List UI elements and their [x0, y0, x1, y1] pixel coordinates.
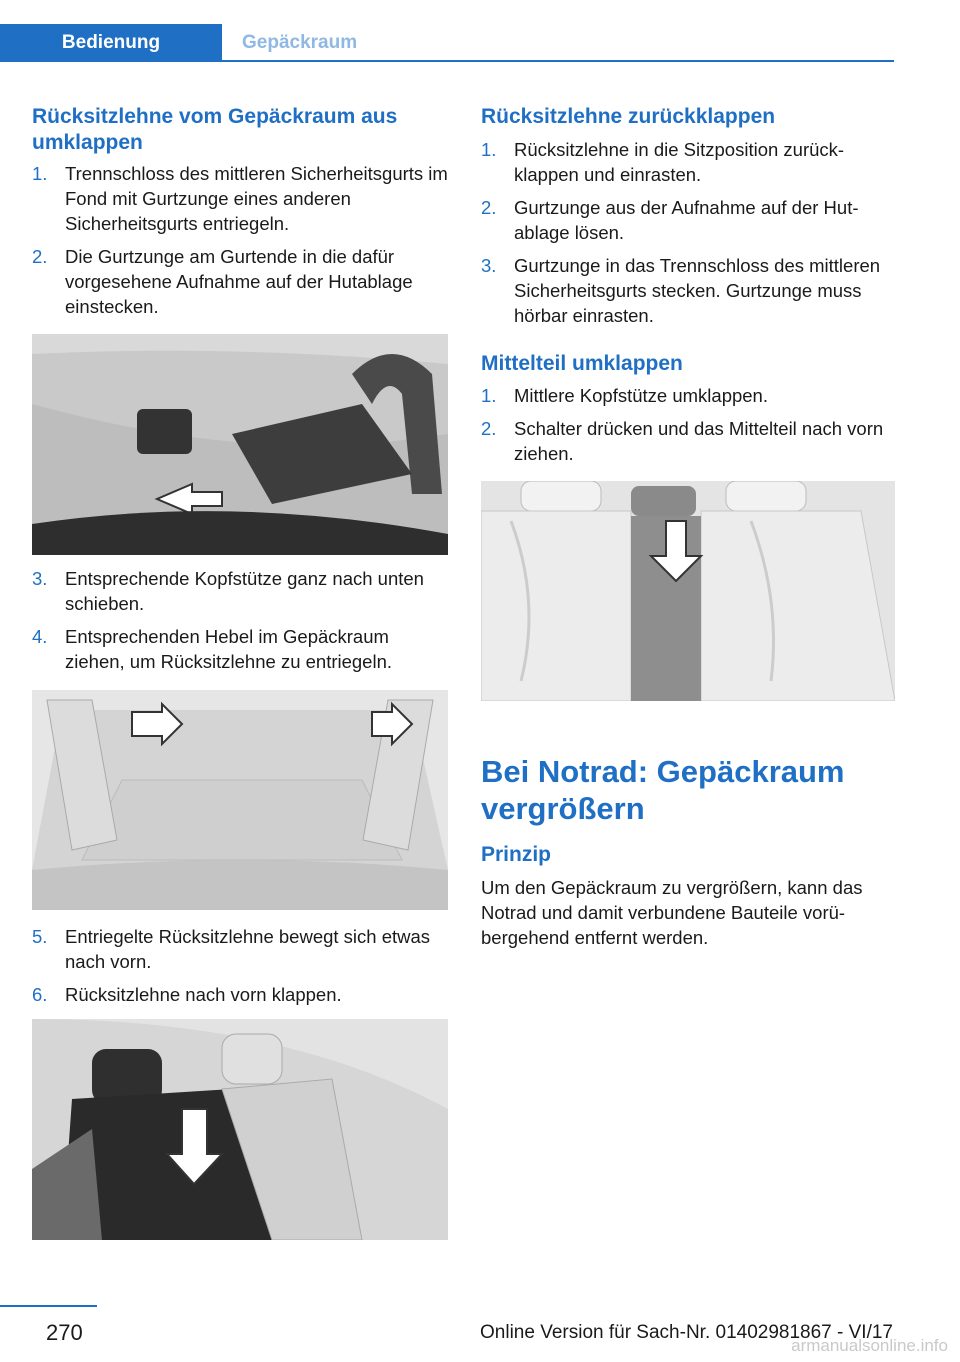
list-item — [481, 416, 895, 466]
step-number: 1. — [481, 385, 497, 406]
steps-list-a — [32, 161, 448, 327]
step-text: Entsprechende Kopfstütze ganz nach unten schieben. — [65, 568, 424, 614]
header-tabs — [0, 24, 894, 62]
list-item — [481, 195, 895, 245]
footer-rule — [0, 1305, 97, 1307]
figure-hutablage — [32, 334, 448, 555]
step-text: Rücksitzlehne in die Sitzposition zurückklappen und einrasten. — [514, 139, 845, 185]
step-text: Gurtzunge in das Trennschloss des mittleren Sicherheitsgurts stecken. Gurtzunge muss hörbar einrasten. — [514, 255, 881, 326]
tab-gepaeckraum[interactable]: Gepäckraum — [242, 32, 358, 53]
page-number: 270 — [46, 1320, 83, 1345]
online-version-text: Online Version für Sach-Nr. 01402981867 - VI/17 — [480, 1322, 893, 1343]
list-item — [32, 244, 448, 319]
step-number: 2. — [481, 418, 497, 439]
section-title-mittelteil: Mittelteil umklappen — [481, 352, 683, 375]
list-item — [32, 924, 448, 974]
list-item — [481, 137, 895, 187]
tab-bedienung[interactable]: Bedienung — [0, 24, 222, 62]
list-item — [481, 383, 895, 408]
section-title-zurueckklappen: Rücksitzlehne zurückklappen — [481, 105, 776, 128]
header-rule — [0, 60, 894, 62]
step-text: Mittlere Kopfstütze umklappen. — [514, 385, 768, 406]
list-item — [32, 624, 448, 674]
step-text: Schalter drücken und das Mittelteil nach vorn ziehen. — [514, 418, 884, 464]
steps-list-b — [32, 566, 448, 682]
step-number: 2. — [32, 246, 48, 267]
step-number: 3. — [32, 568, 48, 589]
subheading-prinzip: Prinzip — [481, 843, 552, 866]
step-text: Rücksitzlehne nach vorn klappen. — [65, 984, 342, 1005]
prinzip-paragraph: Um den Gepäckraum zu vergrößern, kann das Notrad und damit verbundene Bauteile vorübergehend entfernt werden. — [481, 877, 863, 948]
list-item — [481, 253, 895, 328]
figure-ruecksitzlehne-klappen — [32, 1019, 448, 1240]
figure-gepaeckraum-hebel — [32, 690, 448, 910]
step-text: Entriegelte Rücksitzlehne bewegt sich etwas nach vorn. — [65, 926, 431, 972]
step-text: Entsprechenden Hebel im Gepäckraum ziehen, um Rücksitzlehne zu entriegeln. — [65, 626, 393, 672]
step-number: 3. — [481, 255, 497, 276]
list-item — [32, 566, 448, 616]
steps-list-e — [481, 383, 895, 474]
step-text: Trennschloss des mittleren Sicherheitsgurts im Fond mit Gurtzunge eines anderen Sicherheitsgurts entriegeln. — [65, 163, 448, 234]
step-number: 5. — [32, 926, 48, 947]
list-item — [32, 982, 448, 1007]
steps-list-c — [32, 924, 448, 1015]
section-title-umklappen: Rücksitzlehne vom Gepäckraum aus umklappen — [32, 105, 398, 154]
step-text: Gurtzunge aus der Aufnahme auf der Hutablage lösen. — [514, 197, 859, 243]
step-number: 2. — [481, 197, 497, 218]
figure-mittelteil — [481, 481, 895, 701]
step-text: Die Gurtzunge am Gurtende in die dafür vorgesehene Aufnahme auf der Hutablage einstecken. — [65, 246, 413, 317]
step-number: 4. — [32, 626, 48, 647]
step-number: 6. — [32, 984, 48, 1005]
steps-list-d — [481, 137, 895, 336]
step-number: 1. — [481, 139, 497, 160]
list-item — [32, 161, 448, 236]
step-number: 1. — [32, 163, 48, 184]
chapter-title: Bei Notrad: Gepäckraum vergrößern — [481, 754, 845, 826]
watermark: armanualsonline.info — [791, 1336, 948, 1355]
